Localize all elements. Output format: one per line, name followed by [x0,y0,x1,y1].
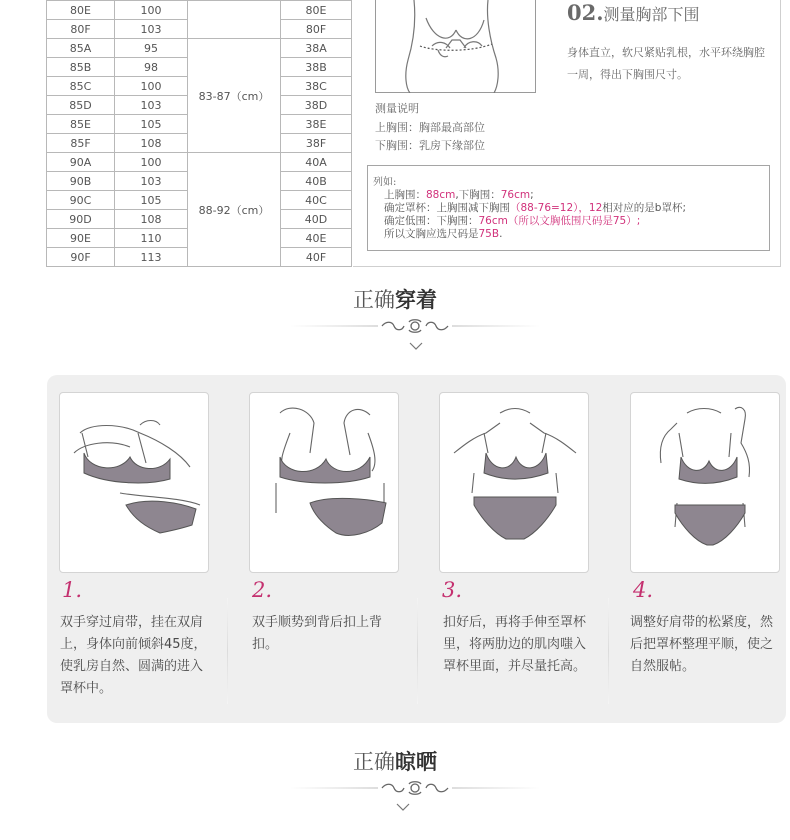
under-bust-cell: 103 [115,20,188,39]
step-3-illustration [439,392,589,573]
example-value: （88-76=12），12 [510,202,603,214]
example-box [367,165,770,251]
section-title-bold: 穿着 [395,288,437,312]
under-bust-cell: 105 [115,191,188,210]
measure-description: 身体直立，软尺紧贴乳根，水平环绕胸腔一周，得出下胸围尺寸。 [567,46,765,81]
under-bust-cell: 108 [115,134,188,153]
bust-range-cell: 88-92（cm） [188,153,281,267]
step-4-number: 4. [633,578,654,602]
size-cell: 85A [47,39,115,58]
measure-step-number: 02. [567,0,604,25]
size-table-body [47,1,352,267]
size-cell: 85F [47,134,115,153]
eu-size-cell: 80E [281,1,352,20]
measure-step-title: 测量胸部下围 [603,5,700,24]
eu-size-cell: 38B [281,58,352,77]
step-1-text: 双手穿过肩带，挂在双肩上，身体向前倾斜45度，使乳房自然、圆满的进入罩杯中。 [60,615,207,696]
example-line-2 [384,202,686,215]
notes-title: 测量说明 [375,102,419,115]
section-title-bold: 晾晒 [395,750,437,774]
size-cell: 90F [47,248,115,267]
size-cell: 90A [47,153,115,172]
size-cell: 85B [47,58,115,77]
eu-size-cell: 38E [281,115,352,134]
table-row [47,1,352,20]
step-3-number: 3. [442,578,463,602]
chevron-down-icon [408,341,424,351]
step-1-number: 1. [62,578,83,602]
eu-size-cell: 38D [281,96,352,115]
size-cell: 80E [47,1,115,20]
note-under-bust: 下胸围：乳房下缘部位 [375,139,485,152]
example-value: （所以文胸低围尺码是75）; [507,215,641,227]
eu-size-cell: 38C [281,77,352,96]
bust-range-cell: 83-87（cm） [188,39,281,153]
measure-step-heading [567,0,700,25]
example-text: ,下胸围： [455,189,501,201]
note-upper-bust: 上胸围：胸部最高部位 [375,120,485,134]
step-divider [608,598,609,704]
dry-section-title [0,746,790,776]
section-title-plain: 正确 [353,288,395,312]
measure-notes [375,100,485,156]
under-bust-cell: 110 [115,229,188,248]
under-bust-cell: 108 [115,210,188,229]
example-line-3 [384,215,640,228]
example-value: 88cm [426,189,456,201]
size-cell: 85E [47,115,115,134]
table-row [47,153,352,172]
example-value: 76cm [478,215,508,227]
size-cell: 85D [47,96,115,115]
eu-size-cell: 80F [281,20,352,39]
example-text: 确定罩杯：上胸围减下胸围 [384,202,510,214]
under-bust-cell: 100 [115,77,188,96]
size-cell: 90D [47,210,115,229]
step-2-text: 双手顺势到背后扣上背扣。 [252,615,383,652]
eu-size-cell: 40E [281,229,352,248]
under-bust-cell: 103 [115,172,188,191]
wear-section-title [0,284,790,314]
size-cell: 80F [47,20,115,39]
step-divider [417,598,418,704]
example-text: 相对应的是b罩杯; [602,202,686,214]
size-cell: 90E [47,229,115,248]
under-bust-cell: 113 [115,248,188,267]
table-row [47,39,352,58]
under-bust-cell: 98 [115,58,188,77]
size-cell: 85C [47,77,115,96]
under-bust-cell: 100 [115,153,188,172]
step-2-number: 2. [252,578,273,602]
ornament-divider [290,318,540,334]
eu-size-cell: 40C [281,191,352,210]
ornament-divider [290,780,540,796]
eu-size-cell: 38A [281,39,352,58]
example-text: 确定低围：下胸围： [384,215,479,227]
under-bust-cell: 105 [115,115,188,134]
example-text: 所以文胸应选尺码是 [384,228,479,240]
eu-size-cell: 40D [281,210,352,229]
under-bust-cell: 103 [115,96,188,115]
size-cell: 90C [47,191,115,210]
example-line-1 [384,189,534,202]
under-bust-cell: 95 [115,39,188,58]
step-4-illustration [630,392,780,573]
measuring-illustration [375,0,536,93]
example-text: ; [530,189,534,201]
size-table [46,0,352,267]
chevron-down-icon [395,802,411,812]
divider-line [351,0,352,267]
example-text: . [499,228,503,240]
example-value: 75B [478,228,500,240]
step-3-text: 扣好后，再将手伸至罩杯里，将两肋边的肌肉嗤入罩杯里面，并尽量托高。 [443,615,587,674]
example-line-4 [384,228,502,241]
eu-size-cell: 40A [281,153,352,172]
example-value: 76cm [500,189,531,201]
step-divider [227,598,228,704]
section-title-plain: 正确 [353,750,395,774]
size-cell: 90B [47,172,115,191]
step-1-illustration [59,392,209,573]
example-text: 上胸围： [384,189,426,201]
step-2-illustration [249,392,399,573]
example-title: 列如: [373,177,397,188]
eu-size-cell: 40B [281,172,352,191]
bust-range-cell [188,1,281,39]
step-4-text: 调整好肩带的松紧度，然后把罩杯整理平顺，使之自然服帖。 [630,615,774,674]
eu-size-cell: 40F [281,248,352,267]
under-bust-cell: 100 [115,1,188,20]
eu-size-cell: 38F [281,134,352,153]
